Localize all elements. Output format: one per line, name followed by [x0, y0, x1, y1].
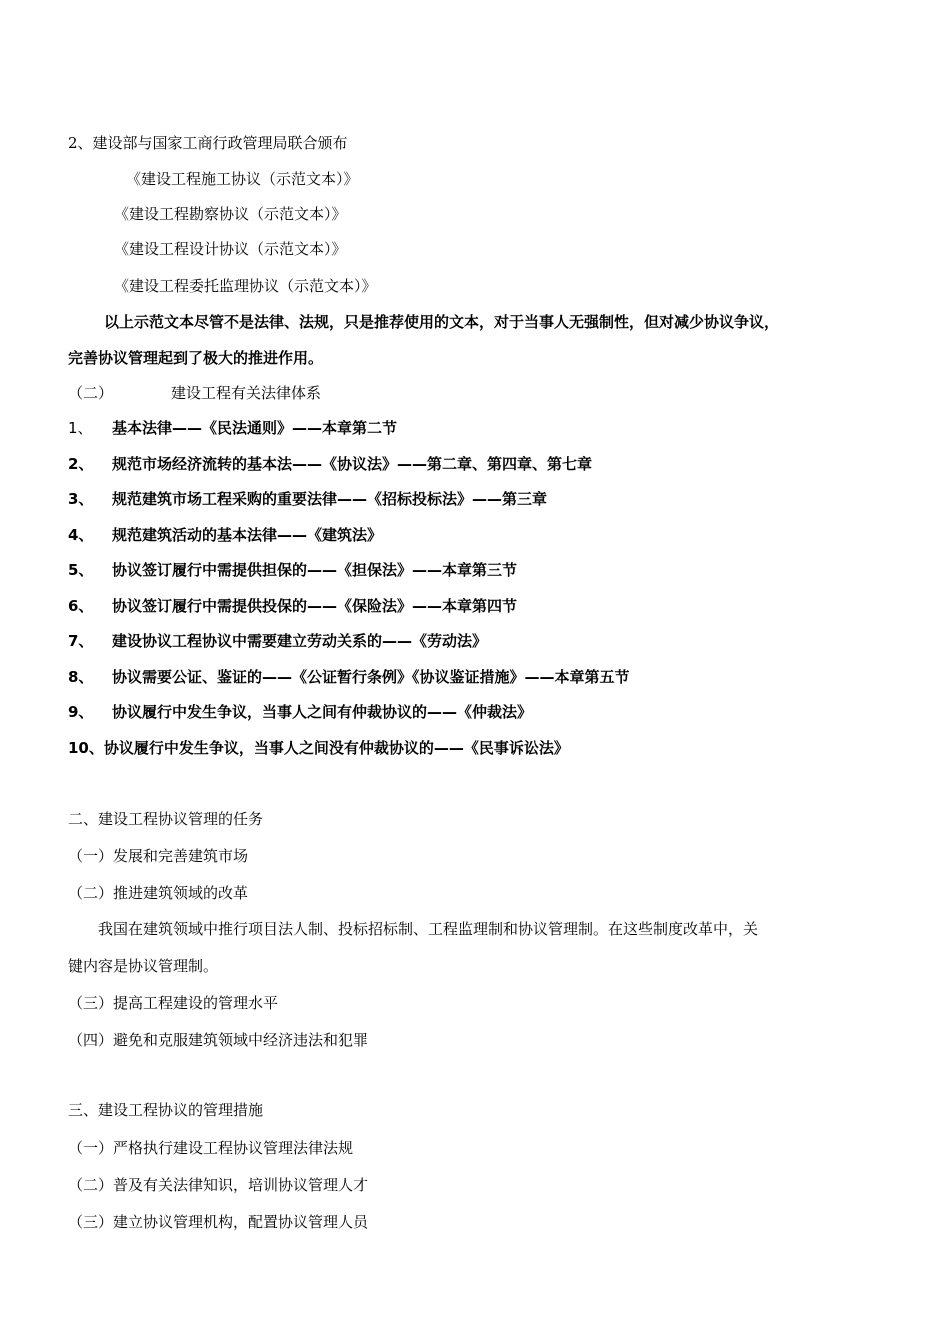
law-item: 8、 协议需要公证、鉴证的——《公证暂行条例》《协议鉴证措施》——本章第五节 [68, 668, 630, 686]
law-item: 9、 协议履行中发生争议，当事人之间有仲裁协议的——《仲裁法》 [68, 703, 533, 721]
law-item: 5、 协议签订履行中需提供担保的——《担保法》——本章第三节 [68, 561, 518, 579]
law-item: 4、 规范建筑活动的基本法律——《建筑法》 [68, 526, 383, 544]
section-3-item: （三）建立协议管理机构，配置协议管理人员 [68, 1213, 369, 1231]
law-item: 1、 基本法律——《民法通则》——本章第二节 [68, 419, 398, 437]
section-2-heading: 二、建设工程协议管理的任务 [68, 810, 264, 828]
section-2-paragraph-line-1: 我国在建筑领域中推行项目法人制、投标招标制、工程监理制和协议管理制。在这些制度改革中，关 [98, 920, 759, 938]
law-item: 6、 协议签订履行中需提供投保的——《保险法》——本章第四节 [68, 597, 518, 615]
law-system-heading [68, 383, 321, 403]
section-3-heading: 三、建设工程协议的管理措施 [68, 1101, 264, 1119]
law-item: 7、 建设协议工程协议中需要建立劳动关系的——《劳动法》 [68, 632, 488, 650]
section-2-item: （四）避免和克服建筑领域中经济违法和犯罪 [68, 1031, 369, 1049]
law-item-10: 10、协议履行中发生争议，当事人之间没有仲裁协议的——《民事诉讼法》 [68, 739, 569, 757]
model-text-survey: 《建设工程勘察协议（示范文本）》 [114, 205, 347, 223]
intro-note-line-1: 以上示范文本尽管不是法律、法规，只是推荐使用的文本，对于当事人无强制性，但对减少协议争议， [104, 313, 780, 331]
section-2-item: （二）推进建筑领域的改革 [68, 884, 249, 902]
law-item: 3、 规范建筑市场工程采购的重要法律——《招标投标法》——第三章 [68, 490, 548, 508]
section-3-item: （二）普及有关法律知识，培训协议管理人才 [68, 1176, 369, 1194]
model-text-construction: 《建设工程施工协议（示范文本）》 [126, 170, 359, 188]
law-system-prefix: （二） [68, 384, 114, 402]
intro-note-line-2: 完善协议管理起到了极大的推进作用。 [68, 349, 324, 367]
section-2-item: （一）发展和完善建筑市场 [68, 847, 249, 865]
section-2-paragraph-line-2: 键内容是协议管理制。 [68, 957, 219, 975]
law-system-title: 建设工程有关法律体系 [171, 384, 322, 402]
model-text-design: 《建设工程设计协议（示范文本）》 [114, 240, 347, 258]
section-3-item: （一）严格执行建设工程协议管理法律法规 [68, 1139, 354, 1157]
intro-heading: 2、建设部与国家工商行政管理局联合颁布 [68, 134, 348, 152]
section-2-item: （三）提高工程建设的管理水平 [68, 994, 279, 1012]
model-text-supervision: 《建设工程委托监理协议（示范文本）》 [114, 277, 377, 295]
law-item: 2、 规范市场经济流转的基本法——《协议法》——第二章、第四章、第七章 [68, 455, 593, 473]
